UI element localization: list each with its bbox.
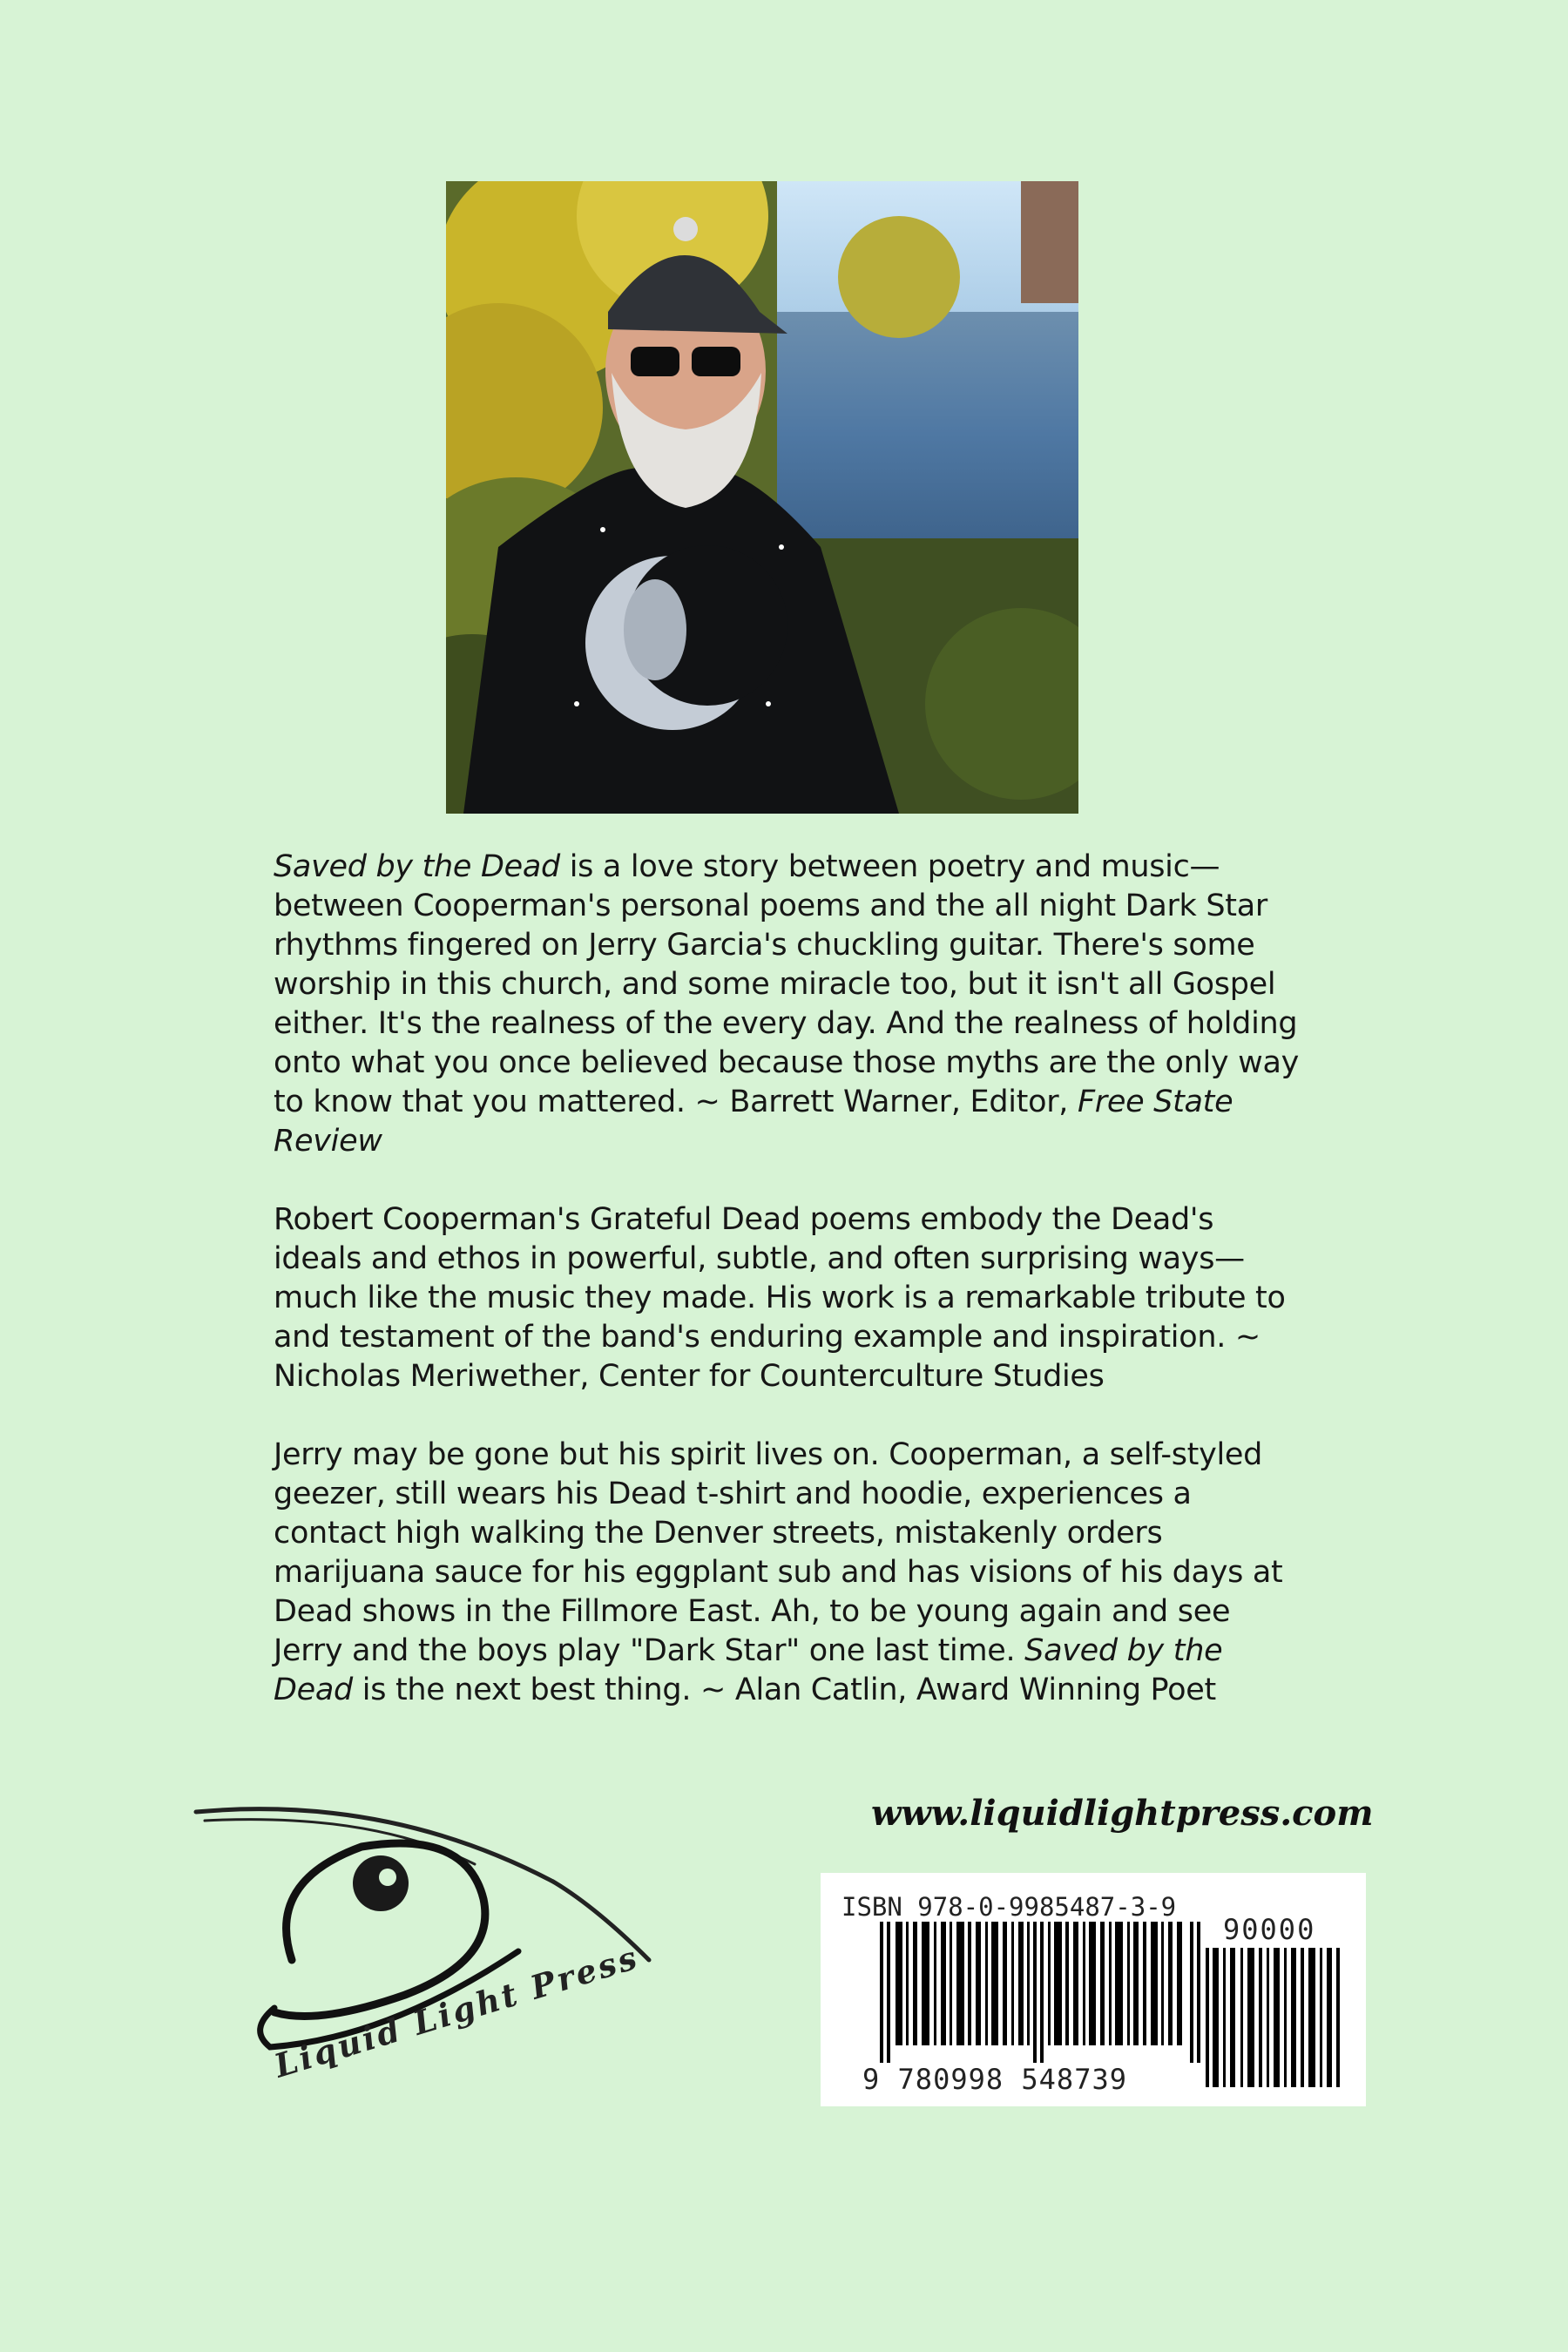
blurb-text: is a love story between poetry and music—between Cooperman's personal poems and the all night Dark Star rhythms fingered on Jerry Garcia's chuckling guitar. There's some worship in this church, and some miracle too, but it isn't all Gospel either. It's the realness of the every day. And the realness of holding onto what you once believed because those myths are the only way to know that you mattered. ~ Barrett Warner, Editor, bbox=[274, 849, 1300, 1119]
blurb-alan-catlin bbox=[274, 1436, 1301, 1710]
publisher-logo bbox=[187, 1786, 658, 2134]
isbn-barcode bbox=[821, 1873, 1366, 2106]
blurb-barrett-warner bbox=[274, 848, 1301, 1161]
isbn-number: ISBN 978-0-9985487-3-9 bbox=[841, 1892, 1177, 1922]
blurb-nicholas-meriwether bbox=[274, 1200, 1301, 1396]
ean-digits: 9 780998 548739 bbox=[862, 2063, 1127, 2096]
blurb-source-italic: Free State Review bbox=[274, 1085, 1233, 1159]
blurb-text: Robert Cooperman's Grateful Dead poems embody the Dead's ideals and ethos in powerful, subtle, and often surprising ways—much like the music they made. His work is a remarkable tribute to and testament of the band's enduring example and inspiration. ~ Nicholas Meriwether, Center for Counterculture Studies bbox=[274, 1202, 1286, 1394]
book-title-italic: Saved by the Dead bbox=[274, 849, 560, 884]
book-title-italic: Saved by the Dead bbox=[274, 1633, 1223, 1707]
blurb-text-end: is the next best thing. ~ Alan Catlin, Award Winning Poet bbox=[352, 1673, 1216, 1707]
ean13-bars bbox=[880, 1922, 1202, 2063]
author-photo bbox=[446, 181, 1078, 814]
logo-wordmark: Liquid Light Press bbox=[269, 1937, 644, 2085]
blurb-text: Jerry may be gone but his spirit lives on. Cooperman, a self-styled geezer, still wears his Dead t-shirt and hoodie, experiences a contact high walking the Denver streets, mistakenly orders marijuana sauce for his eggplant sub and has visions of his days at Dead shows in the Fillmore East. Ah, to be young again and see Jerry and the boys play "Dark Star" one last time. bbox=[274, 1437, 1283, 1668]
addon-bars bbox=[1202, 1948, 1343, 2087]
review-blurbs bbox=[274, 848, 1301, 1749]
price-code: 90000 bbox=[1223, 1913, 1316, 1946]
publisher-website: www.liquidlightpress.com bbox=[871, 1793, 1374, 1834]
